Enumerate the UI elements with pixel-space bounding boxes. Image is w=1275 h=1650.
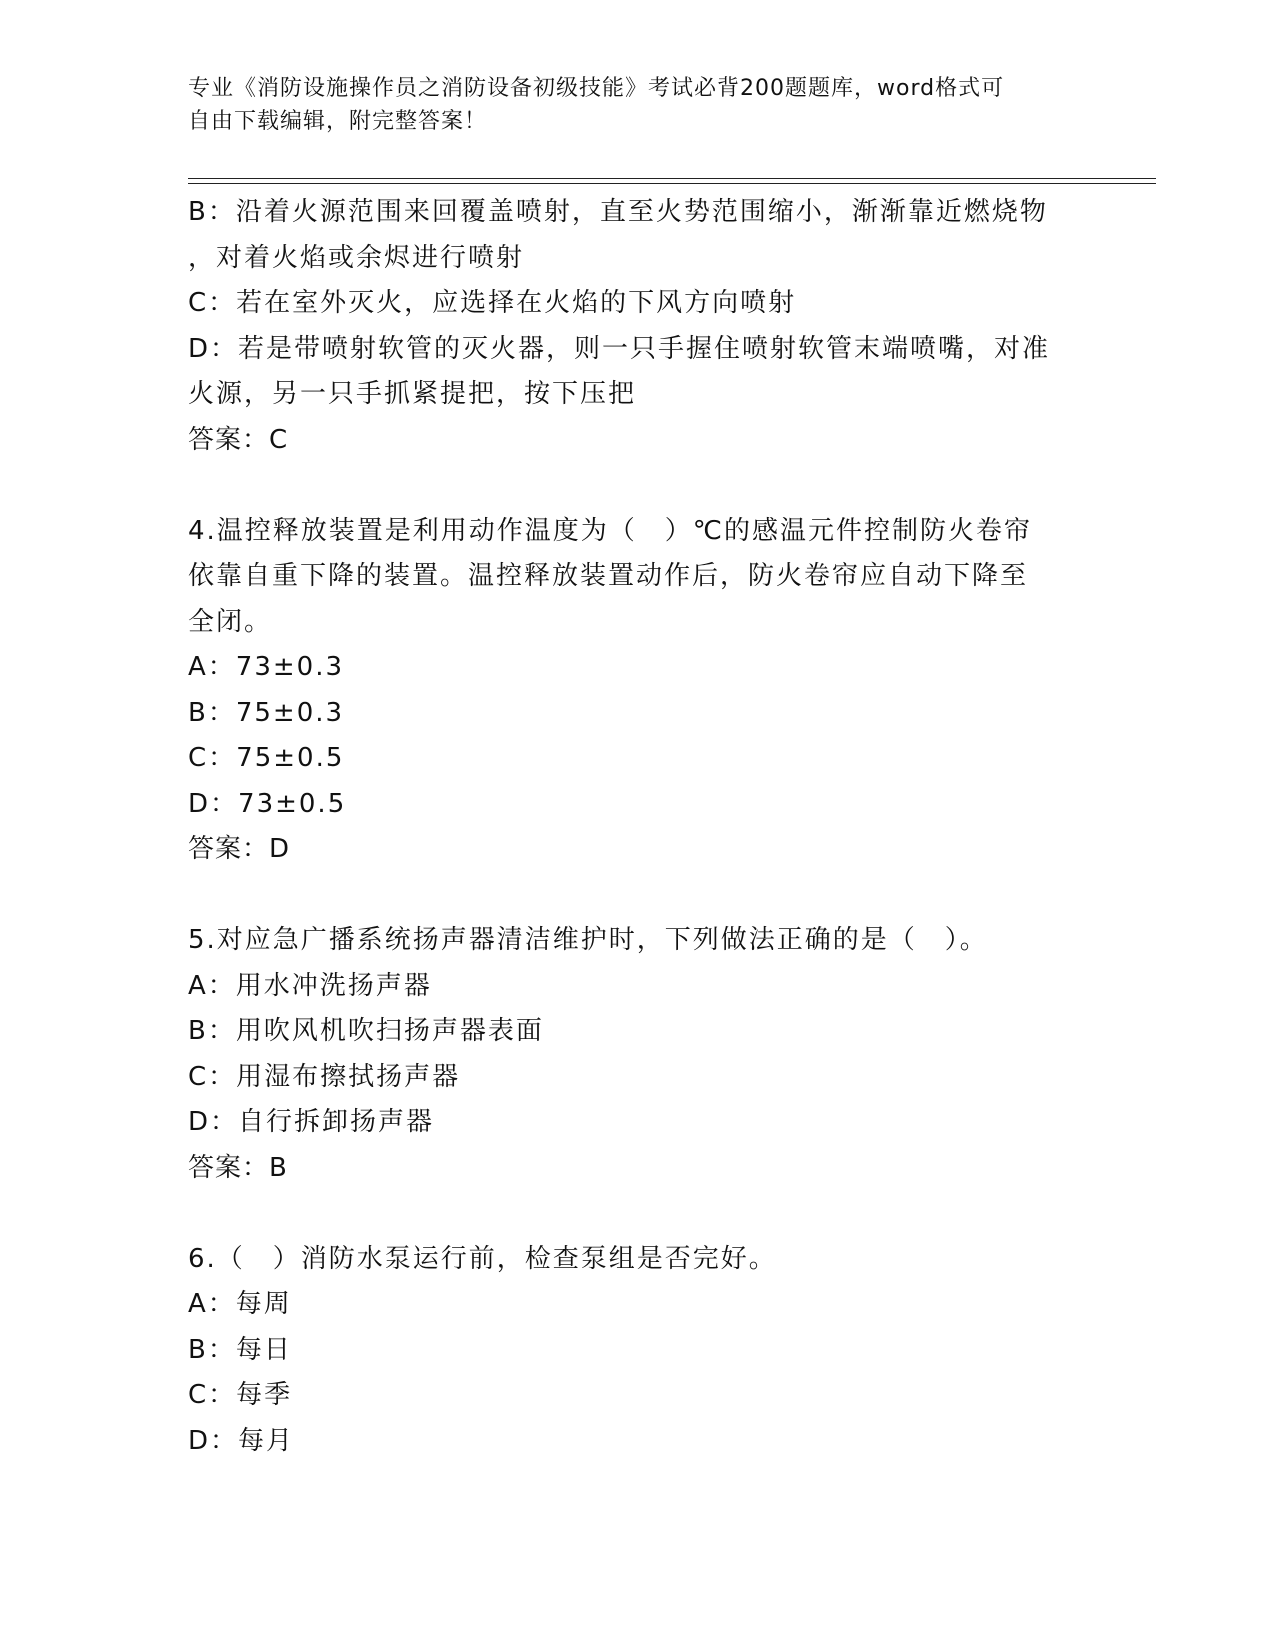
answer: 答案：B xyxy=(188,1152,288,1183)
question-3-tail xyxy=(188,190,1088,463)
option-b-line-1: B：沿着火源范围来回覆盖喷射，直至火势范围缩小，渐渐靠近燃烧物 xyxy=(188,197,1048,227)
option-a: A：73±0.3 xyxy=(188,652,345,682)
question-4 xyxy=(188,509,1088,873)
option-b: B：每日 xyxy=(188,1334,292,1365)
option-c: C：用湿布擦拭扬声器 xyxy=(188,1061,461,1092)
document-header xyxy=(188,72,1088,138)
option-b-line-2: ，对着火焰或余烬进行喷射 xyxy=(188,242,525,273)
option-a: A：用水冲洗扬声器 xyxy=(188,970,432,1001)
header-line-2: 自由下载编辑，附完整答案！ xyxy=(188,109,488,134)
option-c: C：若在室外灭火，应选择在火焰的下风方向喷射 xyxy=(188,288,797,318)
question-content xyxy=(188,190,1088,1464)
option-a: A：每周 xyxy=(188,1289,292,1319)
question-stem: 6.（ ）消防水泵运行前，检查泵组是否完好。 xyxy=(188,1243,777,1274)
question-stem-line-2: 依靠自重下降的装置。温控释放装置动作后，防火卷帘应自动下降至 xyxy=(188,561,1029,591)
header-divider-top xyxy=(188,178,1156,179)
question-6 xyxy=(188,1237,1088,1465)
question-stem-line-1: 4.温控释放装置是利用动作温度为（ ）℃的感温元件控制防火卷帘 xyxy=(188,515,1033,546)
answer: 答案：C xyxy=(188,424,289,455)
question-stem: 5.对应急广播系统扬声器清洁维护时，下列做法正确的是（ ）。 xyxy=(188,925,988,955)
spacer xyxy=(188,463,1088,509)
option-d: D：每月 xyxy=(188,1425,295,1456)
header-line-1: 专业《消防设施操作员之消防设备初级技能》考试必背200题题库，word格式可 xyxy=(188,76,1005,101)
option-d-line-2: 火源，另一只手抓紧提把，按下压把 xyxy=(188,379,637,409)
option-b: B：用吹风机吹扫扬声器表面 xyxy=(188,1016,544,1046)
option-d: D：73±0.5 xyxy=(188,788,347,819)
spacer xyxy=(188,1191,1088,1237)
spacer xyxy=(188,873,1088,919)
option-d: D：自行拆卸扬声器 xyxy=(188,1107,435,1137)
option-c: C：每季 xyxy=(188,1380,293,1410)
option-d-line-1: D：若是带喷射软管的灭火器，则一只手握住喷射软管末端喷嘴，对准 xyxy=(188,333,1051,364)
question-stem-line-3: 全闭。 xyxy=(188,606,273,637)
option-b: B：75±0.3 xyxy=(188,697,345,728)
option-c: C：75±0.5 xyxy=(188,743,345,773)
question-5 xyxy=(188,918,1088,1191)
header-divider-bottom xyxy=(188,183,1156,184)
answer: 答案：D xyxy=(188,834,291,864)
